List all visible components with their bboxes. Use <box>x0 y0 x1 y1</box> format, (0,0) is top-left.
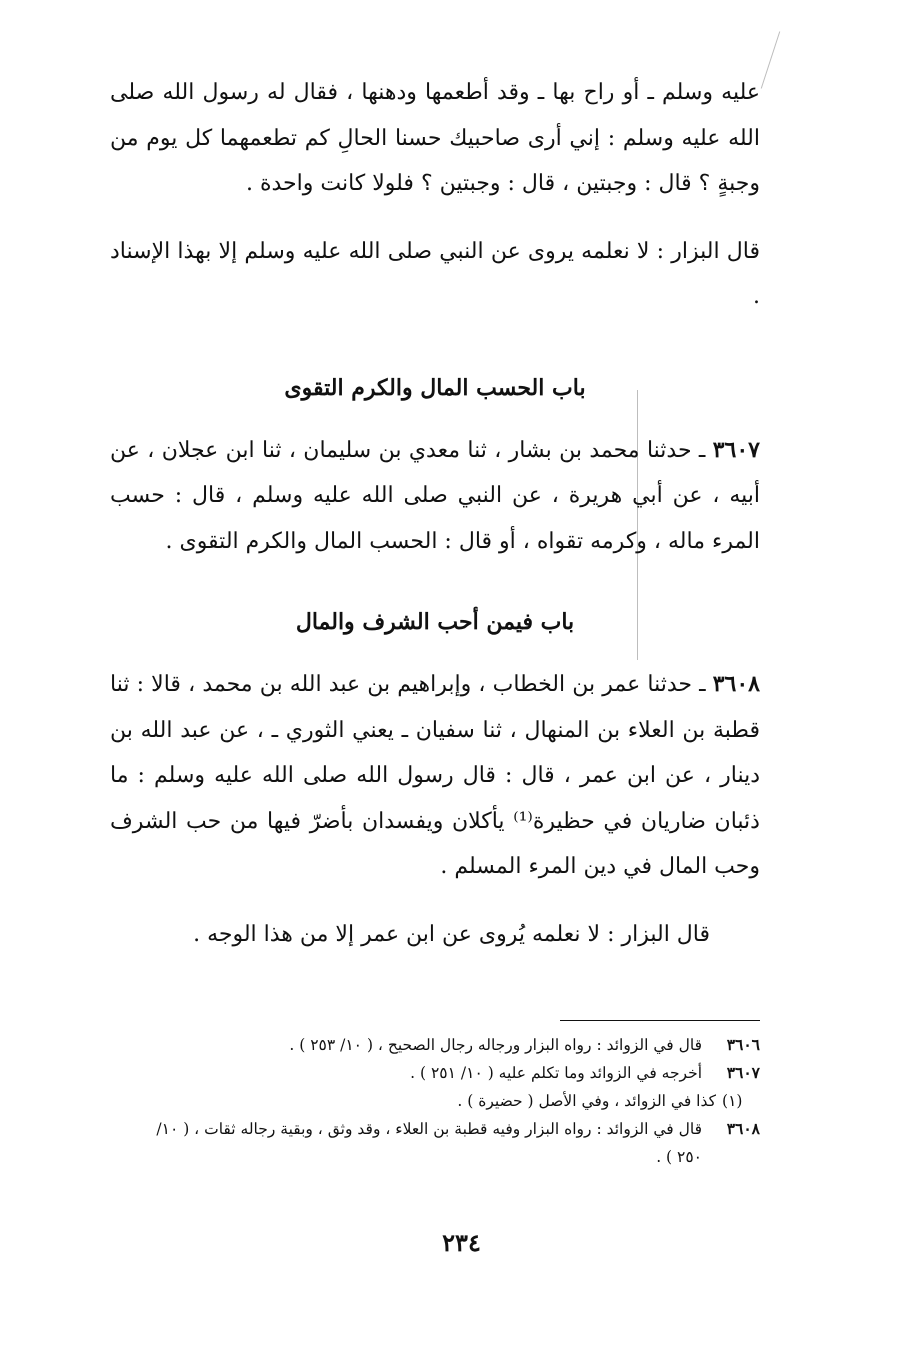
footnote-item <box>140 1059 760 1087</box>
section-heading-2: باب فيمن أحب الشرف والمال <box>295 609 575 635</box>
footnote-number: (١) <box>722 1092 743 1110</box>
footnote-item <box>140 1115 760 1171</box>
paragraph-3: قال البزار : لا نعلمه يُروى عن ابن عمر إلا من هذا الوجه . <box>193 921 710 947</box>
footnote-text: قال في الزوائد : رواه البزار ورجاله رجال الصحيح ، ( ١٠/ ٢٥٣ ) . <box>289 1036 702 1054</box>
page-body <box>110 70 760 957</box>
paragraph-2: قال البزار : لا نعلمه يروى عن النبي صلى الله عليه وسلم إلا بهذا الإسناد . <box>110 238 760 309</box>
footnote-divider <box>560 1020 760 1021</box>
hadith-text: ـ حدثنا محمد بن بشار ، ثنا معدي بن سليمان ، ثنا ابن عجلان ، عن أبيه ، عن أبي هريرة ، عن النبي صلى الله عليه وسلم ، قال : حسب المرء ماله ، وكرمه تقواه ، أو قال : الحسب المال والكرم التقوى . <box>110 437 760 554</box>
hadith-number: ٣٦٠٨ <box>712 671 760 697</box>
footnote-text: أخرجه في الزوائد وما تكلم عليه ( ١٠/ ٢٥١ ) . <box>410 1064 702 1082</box>
footnote-number: ٣٦٠٦ <box>726 1035 760 1054</box>
footnote-text: قال في الزوائد : رواه البزار وفيه قطبة بن العلاء ، وقد وثق ، وبقية رجاله ثقات ، ( ١٠/ ٢٥٠ ) . <box>156 1120 702 1166</box>
hadith-3608 <box>110 662 760 890</box>
section-heading-1: باب الحسب المال والكرم التقوى <box>284 374 586 401</box>
footnotes <box>140 1020 760 1171</box>
footnote-item <box>140 1031 760 1059</box>
hadith-3607 <box>110 428 760 565</box>
footnote-number: ٣٦٠٧ <box>726 1063 760 1082</box>
footnote-text: كذا في الزوائد ، وفي الأصل ( حضيرة ) . <box>457 1092 716 1110</box>
page-number: ٢٣٤ <box>442 1228 481 1257</box>
paragraph-1: عليه وسلم ـ أو راح بها ـ وقد أطعمها ودهنها ، فقال له رسول الله صلى الله عليه وسلم : إني أرى صاحبيك حسنا الحالِ كم تطعمهما كل يوم من وجبةٍ ؟ قال : وجبتين ، قال : وجبتين ؟ فلولا كانت واحدة . <box>110 80 760 196</box>
hadith-number: ٣٦٠٧ <box>712 436 760 463</box>
scan-artifact-line <box>761 31 780 88</box>
footnote-number: ٣٦٠٨ <box>726 1119 760 1138</box>
hadith-text: ـ حدثنا عمر بن الخطاب ، وإبراهيم بن عبد الله بن محمد ، قالا : ثنا قطبة بن العلاء بن المنهال ، ثنا سفيان ـ يعني الثوري ـ ، عن عبد الله بن دينار ، عن ابن عمر ، قال : قال رسول الله صلى الله عليه وسلم : ما ذئبان ضاريان في حظيرة⁽¹⁾ يأكلان ويفسدان بأضرّ فيها من حب الشرف وحب المال في دين المرء المسلم . <box>110 672 760 879</box>
footnote-item <box>140 1087 760 1115</box>
